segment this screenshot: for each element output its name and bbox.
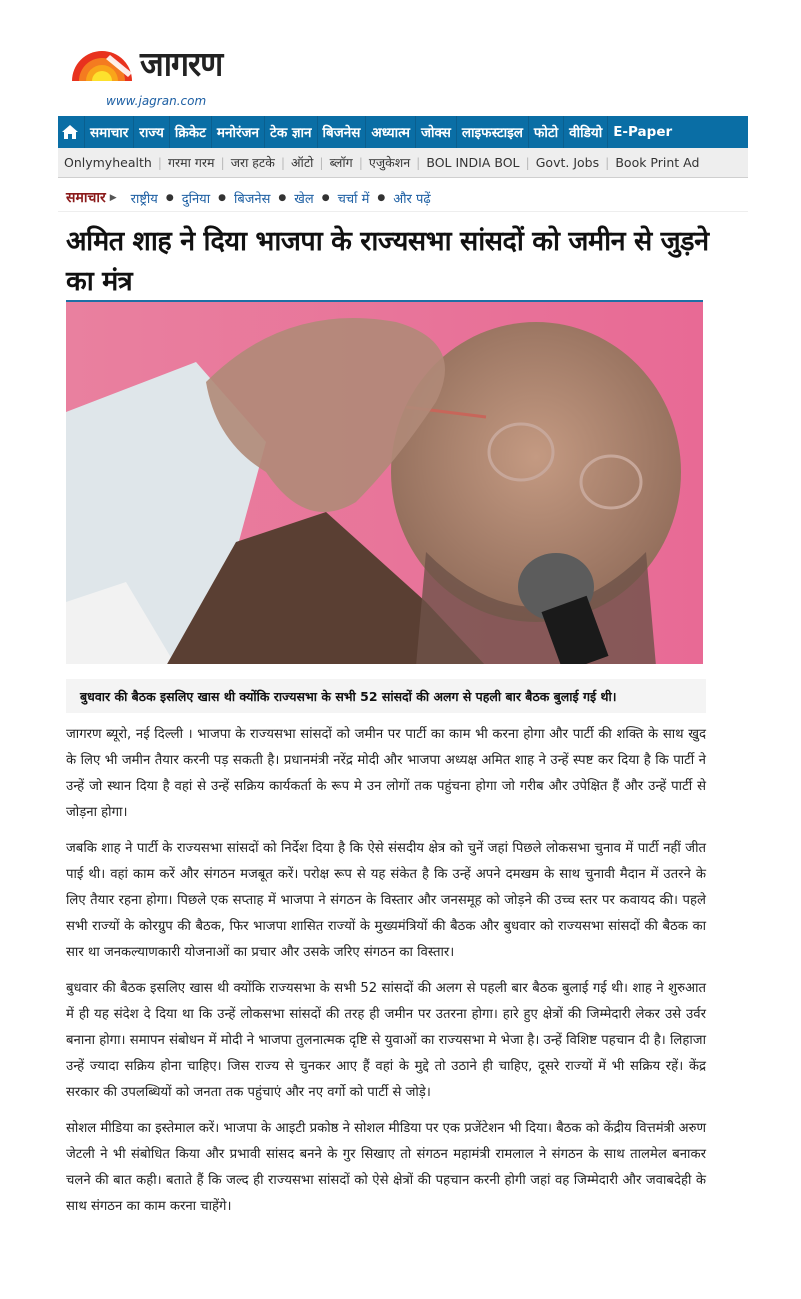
breadcrumb-root[interactable]: समाचार xyxy=(66,190,106,206)
nav-home[interactable] xyxy=(58,116,85,148)
nav-item-epaper[interactable]: E-Paper xyxy=(613,124,673,140)
subnav-item-onlymyhealth[interactable]: Onlymyhealth xyxy=(64,155,152,170)
breadcrumb xyxy=(58,184,748,212)
nav-item-business[interactable]: बिजनेस xyxy=(318,116,367,148)
subnav-divider: | xyxy=(280,155,286,170)
nav-item-manoranjan[interactable]: मनोरंजन xyxy=(212,116,265,148)
breadcrumb-link-duniya[interactable]: दुनिया xyxy=(181,191,211,207)
nav-item-photo[interactable]: फोटो xyxy=(529,116,564,148)
nav-item-tech-gyan[interactable]: टेक ज्ञान xyxy=(265,116,318,148)
nav-item-video[interactable]: वीडियो xyxy=(564,116,608,148)
subnav-divider: | xyxy=(319,155,324,170)
subnav-divider: | xyxy=(358,155,363,170)
bullet-icon: ● xyxy=(377,192,386,203)
nav-item-cricket[interactable]: क्रिकेट xyxy=(170,116,212,148)
article-photo xyxy=(66,300,703,664)
subnav-item-zara-hatke[interactable]: जरा हटके xyxy=(230,155,275,170)
article-paragraph: बुधवार की बैठक इसलिए खास थी क्योंकि राज्यसभा के सभी 52 सांसदों की अलग से पहली बार बैठक बुलाई गई थी। शाह ने शुरुआत में ही यह संदेश दे दिया था कि उन्हें लोकसभा सांसदों की तरह ही जमीन पर उतरना होगा। हारे हुए क्षेत्रों की जिम्मेदारी लेकर उसे उर्वर बनाना होगा। समापन संबोधन में मोदी ने भाजपा तुलनात्मक दृष्टि से युवाओं का राज्यसभा मे भेजा है। उन्हें विशिष्ट पहचान दी है। लिहाजा उन्हें ज्यादा सक्रिय होना चाहिए। जिस राज्य से चुनकर आए हैं वहां के मुद्दे तो उठाने ही चाहिए, दूसरे राज्यों में भी सक्रिय रहें। केंद्र सरकार की उपलब्धियों को जनता तक पहुंचाएं और नए वर्गो को पार्टी से जोड़े। xyxy=(66,981,706,1100)
subnav-item-blog[interactable]: ब्लॉग xyxy=(329,155,353,170)
site-logo[interactable] xyxy=(70,44,222,84)
article-photo-illustration xyxy=(66,302,703,664)
subnav-item-book-print-ad[interactable]: Book Print Ad xyxy=(615,155,700,170)
article-body xyxy=(66,722,706,1230)
article-paragraph: जबकि शाह ने पार्टी के राज्यसभा सांसदों को निर्देश दिया है कि ऐसे संसदीय क्षेत्र को चुनें जहां पिछले लोकसभा चुनाव में पार्टी नहीं जीत पाई थी। वहां काम करें और संगठन मजबूत करें। परोक्ष रूप से यह संकेत है कि उन्हें अपने दमखम के साथ चुनावी मैदान में उतरने के लिए तैयार रहना होगा। पिछले एक सप्ताह में भाजपा ने संगठन के विस्तार और जनसमूह को जोड़ने की उच्च स्तर पर कवायद की। पहले सभी राज्यों के कोरग्रुप की बैठक, फिर भाजपा शासित राज्यों के मुख्यमंत्रियों की बैठक और बुधवार को राज्यसभा सांसदों की बैठक का सार था जनकल्याणकारी योजनाओं का प्रचार और उसके जरिए संगठन का विस्तार। xyxy=(66,841,706,960)
bullet-icon: ● xyxy=(165,192,174,203)
nav-item-lifestyle[interactable]: लाइफस्टाइल xyxy=(457,116,529,148)
bullet-icon: ● xyxy=(218,192,226,203)
subnav-divider: | xyxy=(220,155,225,170)
breadcrumb-link-khel[interactable]: खेल xyxy=(294,191,314,207)
subnav-item-education[interactable]: एजुकेशन xyxy=(368,155,411,170)
breadcrumb-link-charcha-mein[interactable]: चर्चा में xyxy=(337,191,370,207)
logo-text: जागरण xyxy=(140,44,223,84)
nav-item-rajya[interactable]: राज्य xyxy=(134,116,170,148)
breadcrumb-link-business[interactable]: बिजनेस xyxy=(233,191,271,207)
subnav-divider: | xyxy=(416,155,421,170)
nav-item-adhyatm[interactable]: अध्यात्म xyxy=(366,116,416,148)
bullet-icon: ● xyxy=(321,192,330,203)
breadcrumb-link-rashtriya[interactable]: राष्ट्रीय xyxy=(130,191,158,207)
caret-right-icon: ▶ xyxy=(109,192,117,203)
subnav-item-govt-jobs[interactable]: Govt. Jobs xyxy=(535,155,600,170)
nav-item-jokes[interactable]: जोक्स xyxy=(416,116,457,148)
bullet-icon: ● xyxy=(278,192,287,203)
subnav-item-bol-india-bol[interactable]: BOL INDIA BOL xyxy=(426,155,520,170)
sub-nav xyxy=(58,148,748,178)
subnav-divider: | xyxy=(157,155,162,170)
photo-caption: बुधवार की बैठक इसलिए खास थी क्योंकि राज्यसभा के सभी 52 सांसदों की अलग से पहली बार बैठक बुलाई गई थी। xyxy=(66,679,706,713)
sunrise-logo-icon xyxy=(70,47,134,81)
breadcrumb-link-aur-padhein[interactable]: और पढ़ें xyxy=(393,191,431,207)
site-url[interactable]: www.jagran.com xyxy=(106,94,207,108)
subnav-item-auto[interactable]: ऑटो xyxy=(291,155,314,170)
article-headline: अमित शाह ने दिया भाजपा के राज्यसभा सांसदों को जमीन से जुड़ने का मंत्र xyxy=(66,226,709,297)
article-paragraph: जागरण ब्यूरो, नई दिल्ली । भाजपा के राज्यसभा सांसदों को जमीन पर पार्टी का काम भी करना होगा और पार्टी की शक्ति के साथ खुद के लिए भी जमीन तैयार करनी पड़ सकती है। प्रधानमंत्री नरेंद्र मोदी और भाजपा अध्यक्ष अमित शाह ने उन्हें स्पष्ट कर दिया है कि पार्टी ने उन्हें जो स्थान दिया है वहां से उन्हें सक्रिय कार्यकर्ता के रूप मे उन लोगों तक पहुंचना होगा जो गरीब और उपेक्षित हैं और उन्हें पार्टी से जोड़ना होगा। xyxy=(66,727,706,820)
subnav-item-garma-garam[interactable]: गरमा गरम xyxy=(168,155,215,170)
article-paragraph: सोशल मीडिया का इस्तेमाल करें। भाजपा के आइटी प्रकोष्ठ ने सोशल मीडिया पर एक प्रजेंटेशन भी दिया। बैठक को केंद्रीय वित्तमंत्री अरुण जेटली ने भी संबोधित किया और प्रभावी सांसद बनने के गुर सिखाए तो संगठन महामंत्री रामलाल ने संगठन के साथ तालमेल बनाकर चलने की बात कही। बताते हैं कि जल्द ही राज्यसभा सांसदों को ऐसे क्षेत्रों की पहचान करनी होगी जहां वह जिम्मेदारी और जवाबदेही के साथ संगठन का काम करना चाहेंगे। xyxy=(66,1121,706,1214)
nav-item-samachar[interactable]: समाचार xyxy=(85,116,134,148)
home-icon xyxy=(62,125,78,139)
main-nav xyxy=(58,116,748,148)
subnav-divider: | xyxy=(525,155,530,170)
subnav-divider: | xyxy=(605,155,610,170)
